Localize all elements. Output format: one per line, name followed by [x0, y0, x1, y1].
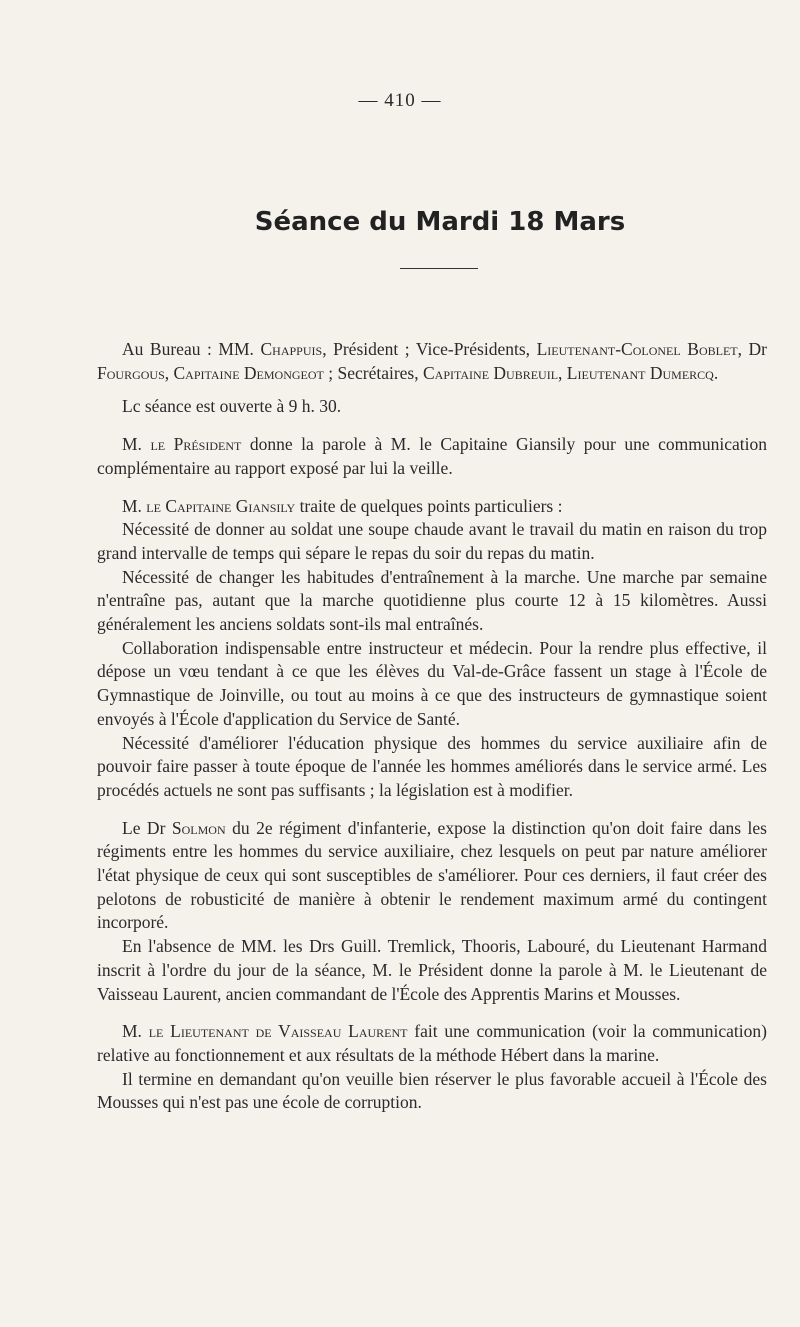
solmon-name: Solmon [171, 817, 226, 838]
laurent-speaker: M. le Lieutenant de Vaisseau Laurent [122, 1021, 408, 1042]
document-body [97, 338, 767, 1115]
vice-president-1: Lieutenant-Colonel Boblet [536, 339, 738, 359]
president-speaker: M. le Président [122, 434, 242, 455]
title-divider [400, 268, 478, 269]
president-paragraph: M. le Président donne la parole à M. le Capitaine Giansily pour une communication complémentaire au rapport exposé par lui la veille. [97, 434, 768, 478]
giansily-intro: M. le Capitaine Giansily traite de quelques points particuliers : [122, 495, 563, 516]
giansily-point: Nécessité de changer les habitudes d'entraînement à la marche. Une marche par semaine n'entraîne pas, autant que la marche quotidienne plus courte 12 à 15 kilomètres. Aussi généralement les anciens soldats sont-ils mal entraînés. [97, 566, 767, 635]
giansily-point: Collaboration indispensable entre instructeur et médecin. Pour la rendre plus effective, il dépose un vœu tendant à ce que les élèves du Val-de-Grâce fassent un stage à l'École de Gymnastique de Joinville, ou tout au moins à ce que des instructeurs de gymnastique soient envoyés à l'École d'application du Service de Santé. [97, 637, 767, 729]
secretary-2: Lieutenant Dumercq [566, 362, 714, 383]
giansily-point: Nécessité de donner au soldat une soupe chaude avant le travail du matin en raison du trop grand intervalle de temps qui sépare le repas du soir du repas du matin. [97, 519, 767, 563]
bureau-paragraph: Au Bureau : MM. Chappuis, Président ; Vice-Présidents, Lieutenant-Colonel Boblet, Dr Fourgous, Capitaine Demongeot ; Secrétaires, Capitaine Dubreuil, Lieutenant Dumercq. [97, 339, 768, 383]
vice-president-3: Capitaine Demongeot [173, 362, 324, 383]
opening-paragraph: Lc séance est ouverte à 9 h. 30. [122, 396, 342, 417]
page-number: — 410 — [358, 90, 442, 111]
closing-paragraph: Il termine en demandant qu'on veuille bien réserver le plus favorable accueil à l'École des Mousses qui n'est pas une école de corruption. [97, 1068, 767, 1113]
session-title: Séance du Mardi 18 Mars [254, 207, 626, 237]
giansily-point: Nécessité d'améliorer l'éducation physique des hommes du service auxiliaire afin de pouvoir faire passer à toute époque de l'année les hommes améliorés dans le service armé. Les procédés actuels ne sont pas suffisants ; la législation est à modifier. [97, 732, 767, 800]
giansily-speaker: M. le Capitaine Giansily [122, 495, 296, 516]
laurent-paragraph: M. le Lieutenant de Vaisseau Laurent fait une communication (voir la communication) relative au fonctionnement et aux résultats de la méthode Hébert dans la marine. [97, 1021, 767, 1065]
president-name: Chappuis [260, 339, 323, 359]
solmon-paragraph: Le Dr Solmon du 2e régiment d'infanterie, expose la distinction qu'on doit faire dans les régiments entre les hommes du service auxiliaire, chez lesquels on peut par nature améliorer l'état physique de ceux qui sont susceptibles de s'améliorer. Pour ces derniers, il faut créer des pelotons de robusticité de manière à obtenir le rendement maximum armé du contingent incorporé. [97, 817, 767, 933]
absence-paragraph: En l'absence de MM. les Drs Guill. Tremlick, Thooris, Labouré, du Lieutenant Harmand inscrit à l'ordre du jour de la séance, M. le Président donne la parole à M. le Lieutenant de Vaisseau Laurent, ancien commandant de l'École des Apprentis Marins et Mousses. [97, 936, 767, 1004]
secretary-1: Capitaine Dubreuil [423, 362, 559, 383]
vice-president-2: Fourgous [97, 362, 165, 383]
